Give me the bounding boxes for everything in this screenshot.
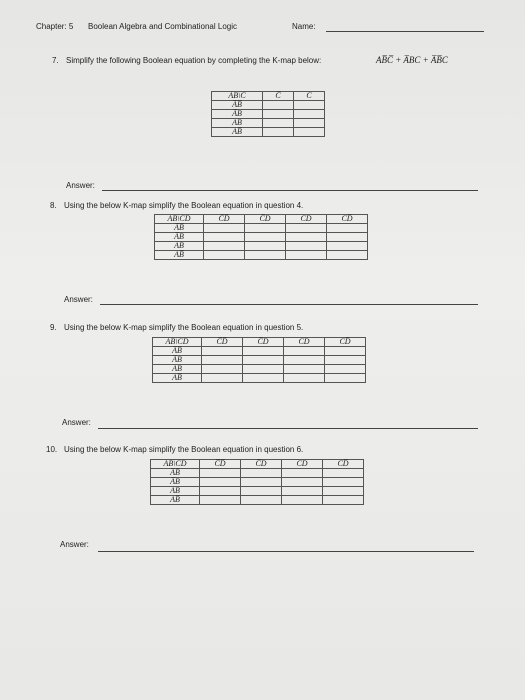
kmap-cell[interactable] (263, 110, 294, 119)
kmap-cell[interactable] (284, 356, 325, 365)
kmap-row-header: A̅B (155, 233, 204, 242)
kmap-cell[interactable] (204, 251, 245, 260)
kmap-col-header: C̅D̅ (204, 215, 245, 224)
kmap-cell[interactable] (325, 356, 366, 365)
kmap-cell[interactable] (241, 469, 282, 478)
kmap-cell[interactable] (327, 242, 368, 251)
kmap-cell[interactable] (245, 242, 286, 251)
kmap-cell[interactable] (323, 496, 364, 505)
kmap-cell[interactable] (327, 233, 368, 242)
q9-text: Using the below K-map simplify the Boolean equation in question 5. (64, 323, 304, 332)
q7-answer-label: Answer: (66, 181, 95, 190)
kmap-cell[interactable] (202, 347, 243, 356)
kmap-cell[interactable] (241, 478, 282, 487)
kmap-cell[interactable] (202, 356, 243, 365)
kmap-row-header: AB̅ (212, 128, 263, 137)
kmap-row-header: AB (155, 242, 204, 251)
kmap-col-header: CD̅ (323, 460, 364, 469)
kmap-cell[interactable] (323, 469, 364, 478)
chapter-label: Chapter: 5 (36, 22, 74, 31)
kmap-cell[interactable] (286, 224, 327, 233)
kmap-row-header: A̅B (153, 356, 202, 365)
q7-equation: AB̅C̅ + A̅BC + A̅B̅C (376, 55, 448, 65)
kmap-cell[interactable] (327, 224, 368, 233)
kmap-cell[interactable] (294, 101, 325, 110)
q8-kmap (154, 214, 368, 260)
kmap-corner-label: AB\CD (151, 460, 200, 469)
kmap-cell[interactable] (284, 365, 325, 374)
kmap-cell[interactable] (241, 487, 282, 496)
q10-number: 10. (46, 445, 58, 454)
q7-number: 7. (52, 56, 59, 65)
kmap-cell[interactable] (263, 119, 294, 128)
kmap-cell[interactable] (323, 478, 364, 487)
kmap-col-header: C̅D (241, 460, 282, 469)
kmap-cell[interactable] (286, 251, 327, 260)
kmap-cell[interactable] (282, 478, 323, 487)
kmap-col-header: CD (282, 460, 323, 469)
kmap-row-header: AB (153, 365, 202, 374)
kmap-corner-label: AB\CD (155, 215, 204, 224)
kmap-col-header: CD̅ (327, 215, 368, 224)
kmap-col-header: C̅ (263, 92, 294, 101)
kmap-cell[interactable] (282, 487, 323, 496)
kmap-row-header: A̅B (212, 110, 263, 119)
kmap-cell[interactable] (204, 242, 245, 251)
kmap-cell[interactable] (282, 469, 323, 478)
kmap-cell[interactable] (204, 233, 245, 242)
q7-text: Simplify the following Boolean equation by completing the K-map below: (66, 56, 322, 65)
kmap-cell[interactable] (282, 496, 323, 505)
kmap-cell[interactable] (243, 356, 284, 365)
kmap-col-header: CD̅ (325, 338, 366, 347)
kmap-cell[interactable] (286, 233, 327, 242)
kmap-row-header: A̅B̅ (155, 224, 204, 233)
kmap-row-header: A̅B̅ (212, 101, 263, 110)
q10-kmap (150, 459, 364, 505)
kmap-cell[interactable] (200, 478, 241, 487)
kmap-cell[interactable] (294, 110, 325, 119)
kmap-row-header: AB̅ (155, 251, 204, 260)
kmap-cell[interactable] (325, 365, 366, 374)
q9-number: 9. (50, 323, 57, 332)
kmap-row-header: A̅B̅ (153, 347, 202, 356)
kmap-cell[interactable] (325, 347, 366, 356)
kmap-cell[interactable] (200, 487, 241, 496)
q9-answer-line[interactable] (98, 428, 478, 429)
name-label: Name: (292, 22, 316, 31)
kmap-row-header: AB̅ (153, 374, 202, 383)
q10-answer-line[interactable] (98, 551, 474, 552)
q8-answer-line[interactable] (100, 304, 478, 305)
kmap-col-header: C̅D̅ (202, 338, 243, 347)
q9-kmap (152, 337, 366, 383)
q8-number: 8. (50, 201, 57, 210)
kmap-cell[interactable] (200, 469, 241, 478)
kmap-corner-label: AB\C (212, 92, 263, 101)
kmap-cell[interactable] (243, 365, 284, 374)
name-blank-line[interactable] (326, 31, 484, 32)
kmap-cell[interactable] (263, 128, 294, 137)
kmap-cell[interactable] (245, 224, 286, 233)
kmap-cell[interactable] (243, 347, 284, 356)
kmap-col-header: C̅D̅ (200, 460, 241, 469)
kmap-row-header: AB (212, 119, 263, 128)
kmap-corner-label: AB\CD (153, 338, 202, 347)
kmap-cell[interactable] (327, 251, 368, 260)
kmap-col-header: C (294, 92, 325, 101)
kmap-cell[interactable] (286, 242, 327, 251)
kmap-col-header: C̅D (243, 338, 284, 347)
kmap-cell[interactable] (325, 374, 366, 383)
kmap-row-header: AB (151, 487, 200, 496)
subject-title: Boolean Algebra and Combinational Logic (88, 22, 237, 31)
q10-answer-label: Answer: (60, 540, 89, 549)
kmap-cell[interactable] (241, 496, 282, 505)
kmap-cell[interactable] (294, 119, 325, 128)
kmap-cell[interactable] (284, 347, 325, 356)
kmap-cell[interactable] (245, 251, 286, 260)
kmap-row-header: A̅B̅ (151, 469, 200, 478)
kmap-cell[interactable] (323, 487, 364, 496)
kmap-cell[interactable] (284, 374, 325, 383)
q9-answer-label: Answer: (62, 418, 91, 427)
q8-answer-label: Answer: (64, 295, 93, 304)
kmap-cell[interactable] (245, 233, 286, 242)
kmap-cell[interactable] (294, 128, 325, 137)
q8-text: Using the below K-map simplify the Boolean equation in question 4. (64, 201, 304, 210)
kmap-cell[interactable] (202, 374, 243, 383)
kmap-cell[interactable] (263, 101, 294, 110)
kmap-col-header: CD (286, 215, 327, 224)
q10-text: Using the below K-map simplify the Boolean equation in question 6. (64, 445, 304, 454)
kmap-cell[interactable] (202, 365, 243, 374)
q7-answer-line[interactable] (102, 190, 478, 191)
q7-kmap (211, 91, 325, 137)
kmap-col-header: C̅D (245, 215, 286, 224)
kmap-cell[interactable] (243, 374, 284, 383)
kmap-row-header: AB̅ (151, 496, 200, 505)
kmap-col-header: CD (284, 338, 325, 347)
kmap-row-header: A̅B (151, 478, 200, 487)
kmap-cell[interactable] (200, 496, 241, 505)
kmap-cell[interactable] (204, 224, 245, 233)
